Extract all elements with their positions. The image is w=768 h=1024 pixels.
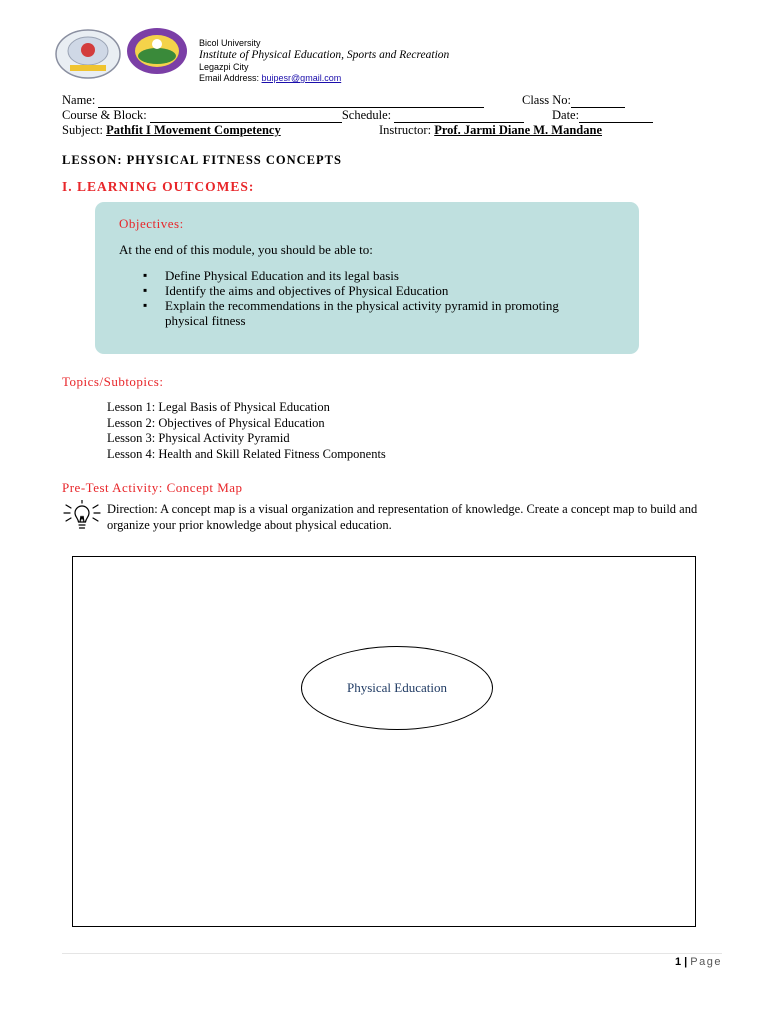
date-label: Date: bbox=[552, 108, 580, 122]
topics-heading: Topics/Subtopics: bbox=[62, 374, 164, 389]
bicol-university-seal bbox=[55, 29, 121, 79]
date-field[interactable] bbox=[579, 111, 653, 123]
email-link[interactable]: buipesr@gmail.com bbox=[261, 73, 342, 83]
direction-text: Direction: A concept map is a visual organization and representation of knowledge. Create a concept map to build and organize your prior knowledge about physical education. bbox=[107, 502, 698, 532]
email-label: Email Address: bbox=[199, 73, 262, 83]
name-field[interactable] bbox=[98, 96, 484, 108]
schedule-label: Schedule: bbox=[341, 108, 395, 122]
institute-seal bbox=[126, 27, 188, 75]
pretest-heading: Pre-Test Activity: Concept Map bbox=[62, 480, 243, 495]
learning-outcomes-heading: I. LEARNING OUTCOMES: bbox=[62, 179, 255, 194]
schedule-field[interactable] bbox=[394, 111, 524, 123]
page-separator: | bbox=[681, 956, 691, 968]
date-row bbox=[552, 108, 653, 123]
objectives-intro: At the end of this module, you should be able to: bbox=[119, 242, 373, 257]
concept-map-area[interactable] bbox=[72, 556, 696, 927]
instructor-value: Prof. Jarmi Diane M. Mandane bbox=[434, 123, 603, 137]
city: Legazpi City bbox=[199, 62, 249, 72]
page-label: Page bbox=[690, 956, 722, 968]
page-number: 1 bbox=[674, 956, 682, 968]
footer-divider bbox=[62, 953, 722, 954]
objectives-box bbox=[95, 202, 639, 354]
class-no-field[interactable] bbox=[571, 96, 625, 108]
course-field[interactable] bbox=[150, 111, 342, 123]
class-no-row bbox=[522, 93, 625, 108]
topic-item: Lesson 4: Health and Skill Related Fitness Components bbox=[107, 446, 386, 461]
course-label: Course & Block: bbox=[62, 108, 150, 122]
name-label: Name: bbox=[62, 93, 99, 107]
lightbulb-icon bbox=[62, 500, 102, 532]
subject-label: Subject: bbox=[62, 123, 107, 137]
email-line bbox=[199, 73, 449, 84]
topic-item: Lesson 2: Objectives of Physical Education bbox=[107, 415, 325, 430]
concept-map-center-node[interactable] bbox=[301, 646, 493, 730]
objective-item: ▪ Identify the aims and objectives of Physical Education bbox=[143, 283, 603, 298]
institute-name: Institute of Physical Education, Sports and Recreation bbox=[199, 49, 450, 61]
topic-item: Lesson 3: Physical Activity Pyramid bbox=[107, 431, 290, 445]
topics-list bbox=[107, 400, 386, 462]
class-no-label: Class No: bbox=[522, 93, 571, 107]
course-row bbox=[62, 108, 524, 123]
page-footer bbox=[675, 956, 722, 968]
subject-value: Pathfit I Movement Competency bbox=[106, 123, 281, 137]
objective-item: ▪ Define Physical Education and its legal basis bbox=[143, 268, 603, 283]
instructor-row bbox=[379, 123, 602, 138]
objectives-list bbox=[143, 268, 603, 328]
university-name: Bicol University bbox=[199, 38, 261, 48]
objective-item: ▪ Explain the recommendations in the physical activity pyramid in promoting physical fitness bbox=[143, 298, 603, 328]
objectives-title: Objectives: bbox=[119, 216, 184, 231]
instructor-label: Instructor: bbox=[379, 123, 435, 137]
lesson-title: LESSON: PHYSICAL FITNESS CONCEPTS bbox=[62, 153, 342, 167]
name-row bbox=[62, 93, 484, 108]
center-node-label: Physical Education bbox=[346, 680, 447, 695]
institution-header bbox=[199, 38, 449, 84]
subject-row bbox=[62, 123, 281, 138]
topic-item: Lesson 1: Legal Basis of Physical Education bbox=[107, 400, 330, 414]
